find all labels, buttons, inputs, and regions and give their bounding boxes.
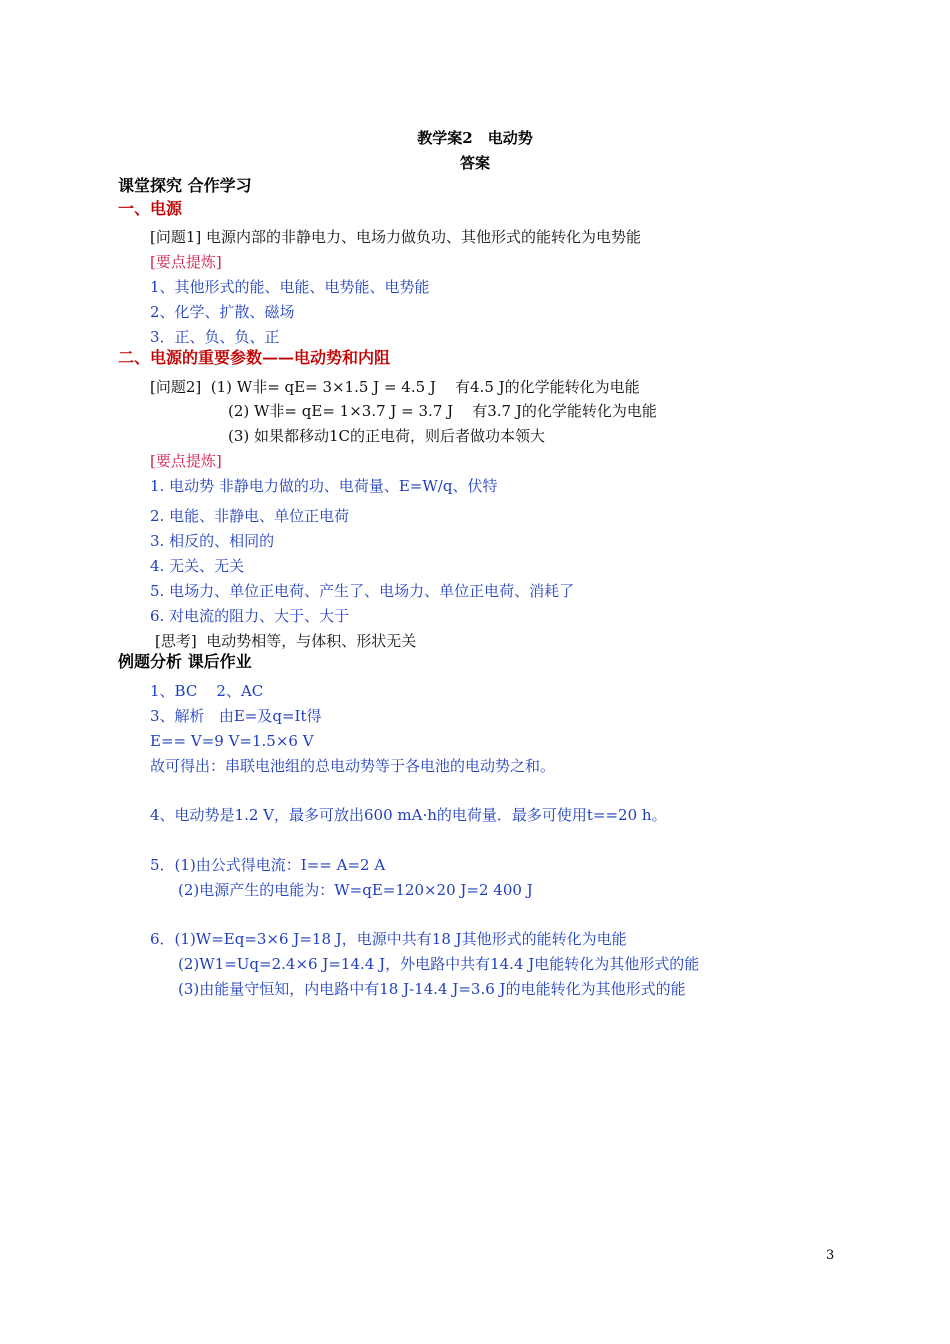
- answer-line: (2)W1=Uq=2.4×6 J=14.4 J，外电路中共有14.4 J电能转化为其他形式的能: [178, 955, 700, 973]
- answer-line: 4、电动势是1.2 V，最多可放出600 mA·h的电荷量．最多可使用t==20 h。: [150, 806, 667, 824]
- key2-item: 1. 电动势 非静电力做的功、电荷量、E=W/q、伏特: [150, 477, 498, 495]
- answer-line: (3)由能量守恒知，内电路中有18 J-14.4 J=3.6 J的电能转化为其他形式的能: [178, 980, 686, 998]
- think-note: [思考] 电动势相等，与体积、形状无关: [155, 632, 417, 650]
- key1-item: 3．正、负、负、正: [150, 328, 280, 346]
- answer-line: 6．(1)W=Eq=3×6 J=18 J，电源中共有18 J其他形式的能转化为电能: [150, 930, 627, 948]
- section-heading-class-inquiry: 课堂探究 合作学习: [118, 176, 252, 195]
- doc-title: 教学案2 电动势: [417, 129, 533, 147]
- key2-item: 5. 电场力、单位正电荷、产生了、电场力、单位正电荷、消耗了: [150, 582, 575, 600]
- key2-item: 3. 相反的、相同的: [150, 532, 275, 550]
- key2-item: 6. 对电流的阻力、大于、大于: [150, 607, 350, 625]
- answer-line: 5．(1)由公式得电流：I== A=2 A: [150, 856, 386, 874]
- question-2-line: (2) W非= qE= 1×3.7 J = 3.7 J 有3.7 J的化学能转化为电能: [228, 402, 657, 420]
- answer-line: 1、BC 2、AC: [150, 682, 264, 700]
- part2-heading: 二、电源的重要参数——电动势和内阻: [118, 348, 391, 367]
- answer-line: E== V=9 V=1.5×6 V: [150, 732, 314, 750]
- key2-item: 4. 无关、无关: [150, 557, 245, 575]
- key1-item: 2、化学、扩散、磁场: [150, 303, 295, 321]
- answer-line: 3、解析 由E=及q=It得: [150, 707, 322, 725]
- page-number: 3: [826, 1248, 835, 1263]
- doc-subtitle: 答案: [459, 154, 490, 172]
- part1-heading: 一、电源: [118, 199, 183, 218]
- key1-item: 1、其他形式的能、电能、电势能、电势能: [150, 278, 430, 296]
- key-points-label-1: [要点提炼]: [150, 253, 222, 271]
- answer-line: 故可得出：串联电池组的总电动势等于各电池的电动势之和。: [150, 757, 556, 775]
- question-1: [问题1] 电源内部的非静电力、电场力做负功、其他形式的能转化为电势能: [150, 228, 642, 246]
- question-2-line: [问题2] (1) W非= qE= 3×1.5 J = 4.5 J 有4.5 J的化学能转化为电能: [150, 378, 640, 396]
- question-2-line: (3) 如果都移动1C的正电荷，则后者做功本领大: [228, 427, 546, 445]
- key-points-label-2: [要点提炼]: [150, 452, 222, 470]
- key2-item: 2. 电能、非静电、单位正电荷: [150, 507, 350, 525]
- section-heading-examples: 例题分析 课后作业: [118, 652, 252, 671]
- answer-line: (2)电源产生的电能为：W=qE=120×20 J=2 400 J: [178, 881, 533, 899]
